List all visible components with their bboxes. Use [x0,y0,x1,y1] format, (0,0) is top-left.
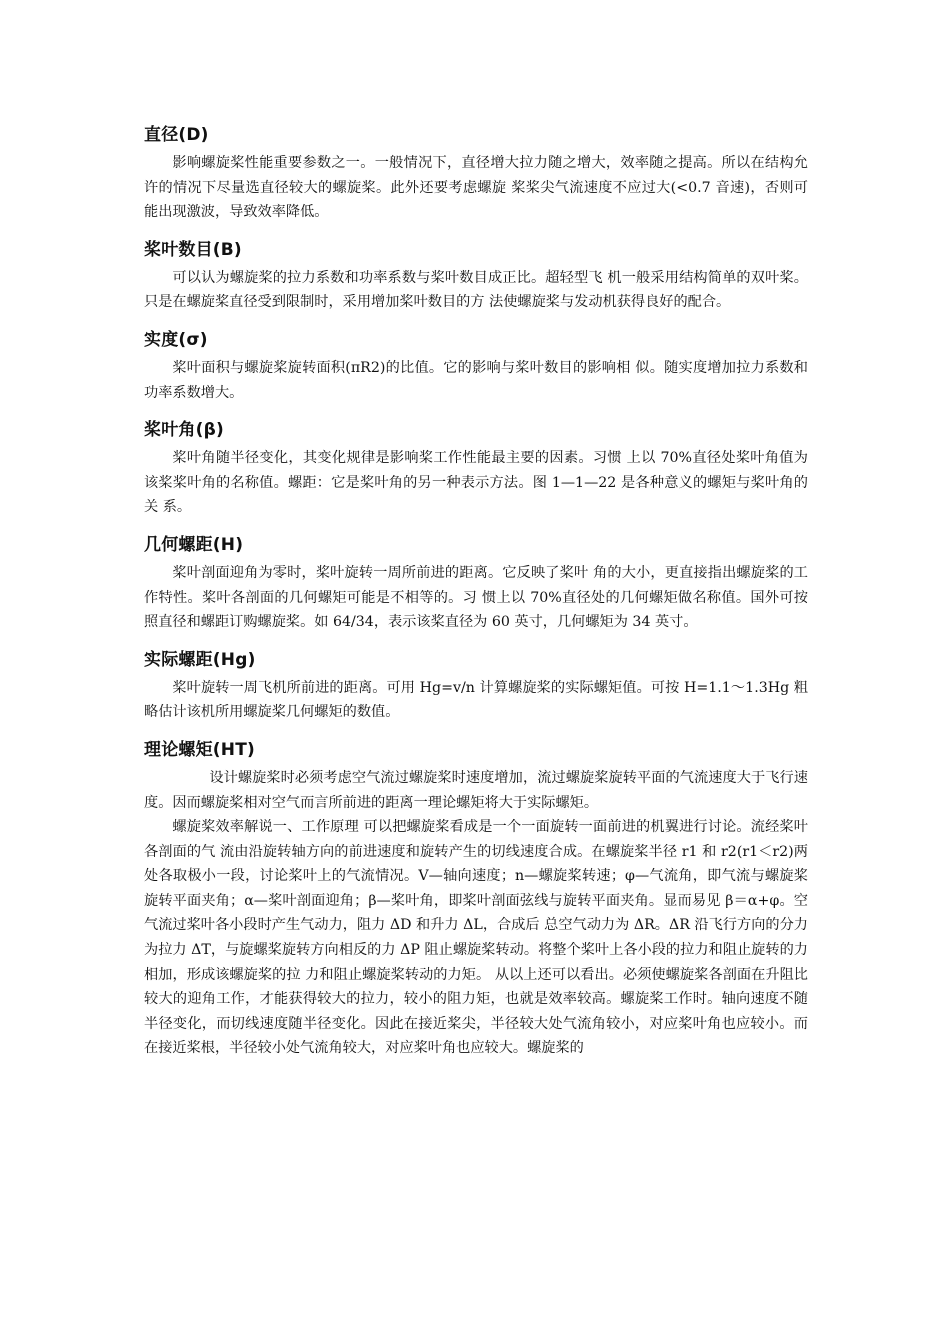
section-paragraph: 螺旋桨效率解说一、工作原理 可以把螺旋桨看成是一个一面旋转一面前进的机翼进行讨论。流经桨叶各剖面的气 流由沿旋转轴方向的前进速度和旋转产生的切线速度合成。在螺旋桨半径 r1 和 r2(r1＜r2)两处各取极小一段，讨论桨叶上的气流情况。V—轴向速度；n—螺旋桨转速；φ—气流角，即气流与螺旋桨旋转平面夹角；α—桨叶剖面迎角；β—桨叶角，即桨叶剖面弦线与旋转平面夹角。显而易见 β＝α+φ。空气流过桨叶各小段时产生气动力，阻力 ΔD 和升力 ΔL，合成后 总空气动力为 ΔR。ΔR 沿飞行方向的分力为拉力 ΔT，与旋螺桨旋转方向相反的力 ΔP 阻止螺旋桨转动。将整个桨叶上各小段的拉力和阻止旋转的力相加，形成该螺旋桨的拉 力和阻止螺旋桨转动的力矩。 从以上还可以看出。必须使螺旋桨各剖面在升阻比较大的迎角工作，才能获得较大的拉力，较小的阻力矩，也就是效率较高。螺旋桨工作时。轴向速度不随半径变化，而切线速度随半径变化。因此在接近桨尖，半径较大处气流角较小，对应桨叶角也应较小。而在接近桨根，半径较小处气流角较大，对应桨叶角也应较大。螺旋桨的 [144,819,808,1057]
section-heading: 直径(D) [144,125,209,145]
section-paragraph: 桨叶面积与螺旋桨旋转面积(πR2)的比值。它的影响与桨叶数目的影响相 似。随实度增加拉力系数和功率系数增大。 [144,359,808,401]
section-actual-pitch [144,647,808,725]
section-heading: 桨叶数目(B) [144,239,242,260]
section-geometric-pitch [144,532,808,635]
section-heading: 实度(σ) [144,329,208,350]
document-page [144,122,808,1061]
section-blade-angle [144,417,808,520]
section-paragraph: 桨叶角随半径变化，其变化规律是影响桨工作性能最主要的因素。习惯 上以 70%直径处桨叶角值为该桨桨叶角的名称值。螺距：它是桨叶角的另一种表示方法。图 1—1—22 是各种意义的螺矩与桨叶角的关 系。 [144,450,808,516]
section-heading: 实际螺距(Hg) [144,649,256,670]
section-paragraph: 设计螺旋桨时必须考虑空气流过螺旋桨时速度增加，流过螺旋桨旋转平面的气流速度大于飞行速度。因而螺旋桨相对空气而言所前进的距离一理论螺矩将大于实际螺矩。 [144,769,808,811]
section-paragraph: 可以认为螺旋桨的拉力系数和功率系数与桨叶数目成正比。超轻型飞 机一般采用结构简单的双叶桨。只是在螺旋桨直径受到限制时，采用增加桨叶数目的方 法使螺旋桨与发动机获得良好的配合。 [144,269,808,311]
section-heading: 桨叶角(β) [144,420,224,441]
section-heading: 理论螺矩(HT) [144,739,255,760]
section-paragraph: 影响螺旋桨性能重要参数之一。一般情况下，直径增大拉力随之增大，效率随之提高。所以在结构允许的情况下尽量选直径较大的螺旋桨。此外还要考虑螺旋 桨桨尖气流速度不应过大(<0.7 音速)，否则可能出现激波，导致效率降低。 [144,155,808,221]
section-paragraph: 桨叶剖面迎角为零时，桨叶旋转一周所前进的距离。它反映了桨叶 角的大小，更直接指出螺旋桨的工作特性。桨叶各剖面的几何螺矩可能是不相等的。习 惯上以 70%直径处的几何螺矩做名称值。国外可按照直径和螺距订购螺旋桨。如 64/34，表示该桨直径为 60 英寸，几何螺矩为 34 英寸。 [144,564,808,631]
section-solidity [144,327,808,405]
section-paragraph: 桨叶旋转一周飞机所前进的距离。可用 Hg=v/n 计算螺旋桨的实际螺矩值。可按 H=1.1～1.3Hg 粗略估计该机所用螺旋桨几何螺矩的数值。 [144,679,808,721]
section-diameter [144,122,808,225]
section-blade-count [144,237,808,315]
section-heading: 几何螺距(H) [144,534,244,555]
section-theoretical-pitch [144,737,808,1061]
